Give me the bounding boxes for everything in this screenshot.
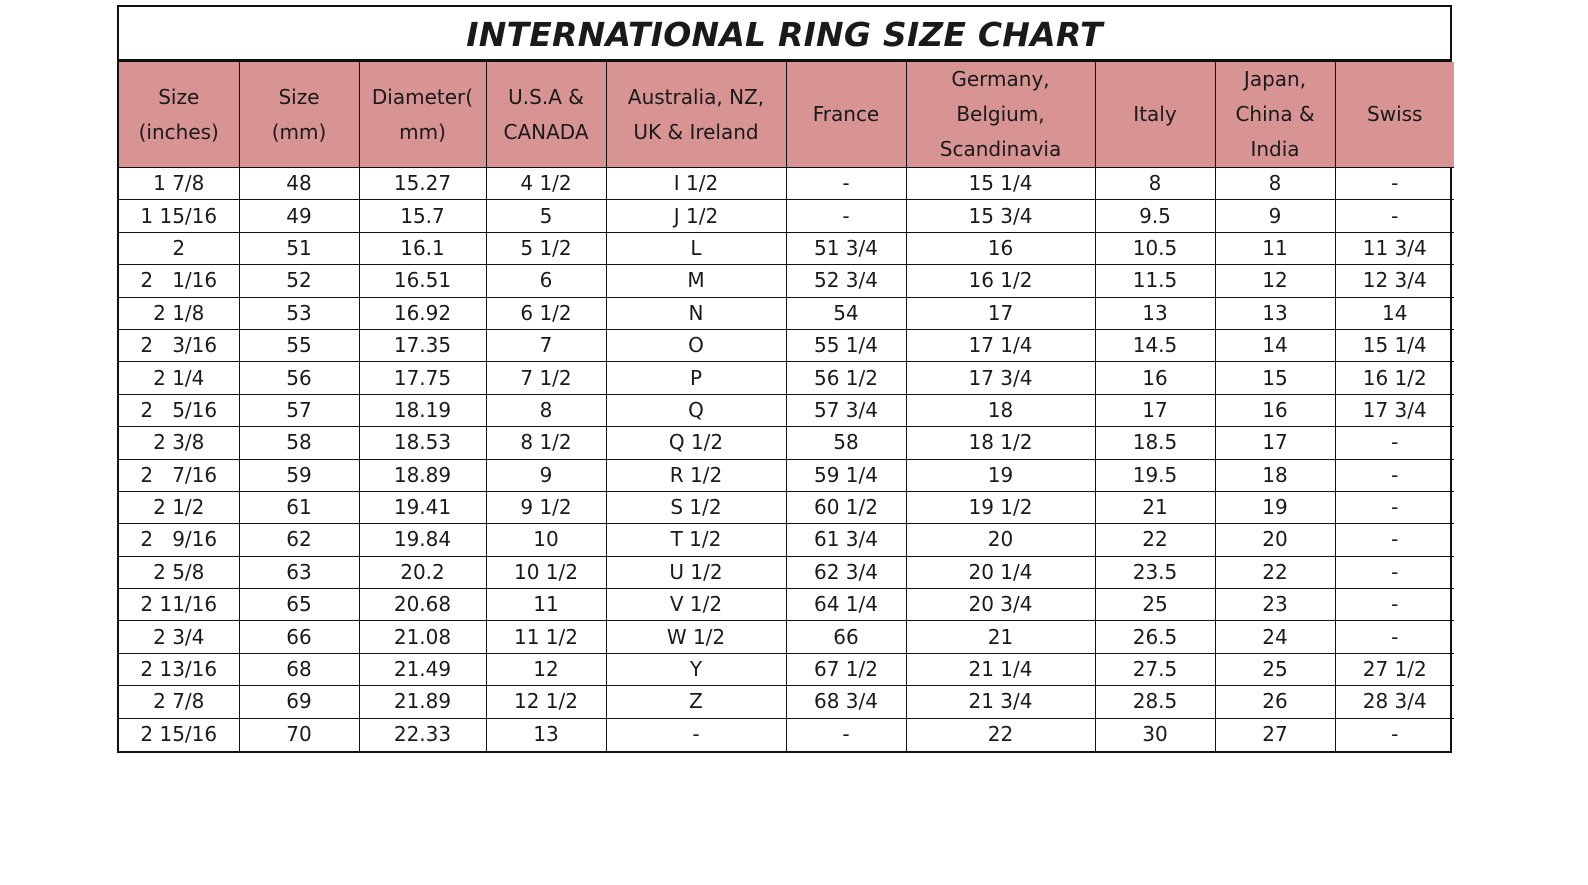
- table-cell: 69: [239, 686, 359, 718]
- table-row: [119, 265, 1454, 297]
- table-row: [119, 394, 1454, 426]
- table-cell: 1 15/16: [119, 200, 239, 232]
- column-header-line: France: [812, 102, 880, 126]
- column-header-line: Size: [278, 84, 320, 109]
- table-cell: 2 5/8: [119, 556, 239, 588]
- table-cell: 17 3/4: [906, 362, 1095, 394]
- table-cell: 2 5/16: [119, 394, 239, 426]
- table-cell: 22: [1095, 524, 1215, 556]
- table-cell: 15: [1215, 362, 1335, 394]
- table-row: [119, 362, 1454, 394]
- column-header: [786, 62, 906, 168]
- table-row: [119, 621, 1454, 653]
- chart-title: INTERNATIONAL RING SIZE CHART: [119, 7, 1450, 62]
- column-header-line: (inches): [138, 119, 219, 144]
- column-header: [119, 62, 239, 168]
- table-cell: 4 1/2: [486, 168, 606, 200]
- column-header-line: UK & Ireland: [633, 119, 759, 144]
- table-cell: 17 3/4: [1335, 394, 1454, 426]
- table-cell: 21.49: [359, 653, 486, 685]
- table-cell: 17: [906, 297, 1095, 329]
- table-row: [119, 168, 1454, 200]
- table-cell: 51 3/4: [786, 232, 906, 264]
- table-cell: 9 1/2: [486, 491, 606, 523]
- column-header-line: Diameter(: [371, 84, 474, 109]
- table-cell: 55: [239, 329, 359, 361]
- table-row: [119, 200, 1454, 232]
- table-cell: 2 3/16: [119, 329, 239, 361]
- table-row: [119, 653, 1454, 685]
- table-cell: 18: [906, 394, 1095, 426]
- table-cell: 8 1/2: [486, 427, 606, 459]
- table-cell: Q: [606, 394, 786, 426]
- table-cell: 15 1/4: [906, 168, 1095, 200]
- table-row: [119, 297, 1454, 329]
- table-cell: Z: [606, 686, 786, 718]
- table-cell: 13: [1095, 297, 1215, 329]
- table-cell: 2 3/8: [119, 427, 239, 459]
- table-cell: 54: [786, 297, 906, 329]
- column-header: [1215, 62, 1335, 168]
- table-cell: 19.5: [1095, 459, 1215, 491]
- table-cell: 18 1/2: [906, 427, 1095, 459]
- table-row: [119, 556, 1454, 588]
- table-cell: 12: [486, 653, 606, 685]
- table-cell: -: [1335, 200, 1454, 232]
- table-cell: 13: [1215, 297, 1335, 329]
- table-cell: 18: [1215, 459, 1335, 491]
- table-cell: 18.19: [359, 394, 486, 426]
- table-cell: 16: [1215, 394, 1335, 426]
- table-cell: 58: [786, 427, 906, 459]
- table-cell: 14: [1215, 329, 1335, 361]
- table-cell: 10 1/2: [486, 556, 606, 588]
- table-row: [119, 329, 1454, 361]
- table-row: [119, 427, 1454, 459]
- table-cell: 70: [239, 718, 359, 750]
- table-cell: 16: [1095, 362, 1215, 394]
- table-cell: 61 3/4: [786, 524, 906, 556]
- table-cell: 2 15/16: [119, 718, 239, 750]
- table-cell: 2 1/16: [119, 265, 239, 297]
- table-cell: -: [1335, 621, 1454, 653]
- ring-size-table: [119, 62, 1454, 751]
- table-cell: 26: [1215, 686, 1335, 718]
- table-cell: T 1/2: [606, 524, 786, 556]
- table-cell: 28 3/4: [1335, 686, 1454, 718]
- table-cell: M: [606, 265, 786, 297]
- table-cell: 17.75: [359, 362, 486, 394]
- table-cell: 8: [486, 394, 606, 426]
- table-cell: 17: [1215, 427, 1335, 459]
- table-cell: 17 1/4: [906, 329, 1095, 361]
- table-cell: 12: [1215, 265, 1335, 297]
- table-cell: 10.5: [1095, 232, 1215, 264]
- table-cell: 19 1/2: [906, 491, 1095, 523]
- column-header-line: Japan,: [1243, 67, 1307, 91]
- table-cell: -: [786, 718, 906, 750]
- table-cell: 12 1/2: [486, 686, 606, 718]
- table-cell: 55 1/4: [786, 329, 906, 361]
- table-cell: 25: [1095, 589, 1215, 621]
- table-cell: R 1/2: [606, 459, 786, 491]
- column-header: [1335, 62, 1454, 168]
- table-cell: Q 1/2: [606, 427, 786, 459]
- table-cell: 56: [239, 362, 359, 394]
- column-header-line: Germany,: [951, 67, 1050, 91]
- table-cell: 2 11/16: [119, 589, 239, 621]
- table-cell: 52 3/4: [786, 265, 906, 297]
- table-cell: -: [1335, 459, 1454, 491]
- table-cell: 6: [486, 265, 606, 297]
- table-cell: -: [1335, 589, 1454, 621]
- table-cell: 19.41: [359, 491, 486, 523]
- table-cell: 19: [906, 459, 1095, 491]
- table-cell: 18.5: [1095, 427, 1215, 459]
- table-cell: W 1/2: [606, 621, 786, 653]
- table-cell: 8: [1095, 168, 1215, 200]
- table-cell: 13: [486, 718, 606, 750]
- table-cell: 11 1/2: [486, 621, 606, 653]
- table-cell: 21 1/4: [906, 653, 1095, 685]
- table-cell: 18.89: [359, 459, 486, 491]
- table-cell: 49: [239, 200, 359, 232]
- table-row: [119, 232, 1454, 264]
- header-row: [119, 62, 1454, 168]
- table-cell: 51: [239, 232, 359, 264]
- table-cell: 2 7/16: [119, 459, 239, 491]
- table-cell: 11 3/4: [1335, 232, 1454, 264]
- table-cell: 20 1/4: [906, 556, 1095, 588]
- table-cell: U 1/2: [606, 556, 786, 588]
- column-header-line: Scandinavia: [939, 137, 1062, 161]
- table-cell: 2 9/16: [119, 524, 239, 556]
- table-cell: 20 3/4: [906, 589, 1095, 621]
- column-header-line: Belgium,: [956, 102, 1045, 126]
- column-header: [1095, 62, 1215, 168]
- table-cell: 27.5: [1095, 653, 1215, 685]
- table-cell: 52: [239, 265, 359, 297]
- table-cell: 21: [906, 621, 1095, 653]
- column-header-line: Australia, NZ,: [627, 84, 765, 109]
- column-header: [359, 62, 486, 168]
- table-cell: 64 1/4: [786, 589, 906, 621]
- table-cell: -: [786, 200, 906, 232]
- column-header-line: China &: [1235, 102, 1315, 126]
- table-cell: -: [1335, 718, 1454, 750]
- table-cell: 21: [1095, 491, 1215, 523]
- table-cell: 60 1/2: [786, 491, 906, 523]
- table-cell: 58: [239, 427, 359, 459]
- table-cell: L: [606, 232, 786, 264]
- table-cell: 18.53: [359, 427, 486, 459]
- column-header-line: mm): [399, 119, 446, 144]
- table-cell: 24: [1215, 621, 1335, 653]
- table-cell: 2: [119, 232, 239, 264]
- table-cell: 53: [239, 297, 359, 329]
- table-cell: 11.5: [1095, 265, 1215, 297]
- column-header: [486, 62, 606, 168]
- column-header: [906, 62, 1095, 168]
- column-header-line: Size: [158, 84, 200, 109]
- table-row: [119, 686, 1454, 718]
- table-cell: 27 1/2: [1335, 653, 1454, 685]
- table-cell: 2 13/16: [119, 653, 239, 685]
- table-cell: 15.27: [359, 168, 486, 200]
- table-cell: J 1/2: [606, 200, 786, 232]
- table-cell: 20.2: [359, 556, 486, 588]
- table-cell: 2 1/2: [119, 491, 239, 523]
- table-cell: 15 1/4: [1335, 329, 1454, 361]
- ring-size-chart: [117, 5, 1452, 753]
- table-cell: 57 3/4: [786, 394, 906, 426]
- column-header-line: Swiss: [1367, 102, 1423, 126]
- column-header-line: U.S.A &: [508, 84, 584, 109]
- table-cell: 68 3/4: [786, 686, 906, 718]
- column-header-line: CANADA: [503, 119, 589, 144]
- table-cell: 67 1/2: [786, 653, 906, 685]
- table-row: [119, 459, 1454, 491]
- table-row: [119, 589, 1454, 621]
- table-row: [119, 718, 1454, 750]
- table-cell: 20: [1215, 524, 1335, 556]
- table-cell: 63: [239, 556, 359, 588]
- table-cell: 20.68: [359, 589, 486, 621]
- table-cell: 14.5: [1095, 329, 1215, 361]
- table-cell: 22: [906, 718, 1095, 750]
- table-cell: 20: [906, 524, 1095, 556]
- table-cell: -: [1335, 491, 1454, 523]
- table-cell: -: [786, 168, 906, 200]
- table-cell: 8: [1215, 168, 1335, 200]
- table-cell: 1 7/8: [119, 168, 239, 200]
- table-cell: 10: [486, 524, 606, 556]
- table-cell: 68: [239, 653, 359, 685]
- table-cell: 61: [239, 491, 359, 523]
- table-cell: 62 3/4: [786, 556, 906, 588]
- column-header: [606, 62, 786, 168]
- table-cell: 65: [239, 589, 359, 621]
- table-cell: P: [606, 362, 786, 394]
- table-cell: -: [1335, 556, 1454, 588]
- table-cell: 9: [486, 459, 606, 491]
- table-cell: 59: [239, 459, 359, 491]
- table-cell: 22.33: [359, 718, 486, 750]
- table-cell: 16.51: [359, 265, 486, 297]
- table-cell: 17.35: [359, 329, 486, 361]
- table-cell: 66: [786, 621, 906, 653]
- column-header-line: Italy: [1133, 102, 1177, 126]
- table-cell: 5 1/2: [486, 232, 606, 264]
- table-cell: -: [1335, 524, 1454, 556]
- table-cell: -: [1335, 168, 1454, 200]
- table-cell: 21.89: [359, 686, 486, 718]
- table-cell: 23.5: [1095, 556, 1215, 588]
- table-cell: 16 1/2: [1335, 362, 1454, 394]
- table-cell: V 1/2: [606, 589, 786, 621]
- table-cell: 2 7/8: [119, 686, 239, 718]
- table-cell: 15 3/4: [906, 200, 1095, 232]
- table-cell: 19.84: [359, 524, 486, 556]
- table-cell: 2 1/8: [119, 297, 239, 329]
- table-cell: 16.92: [359, 297, 486, 329]
- table-cell: 9: [1215, 200, 1335, 232]
- table-cell: 11: [486, 589, 606, 621]
- table-cell: 2 1/4: [119, 362, 239, 394]
- table-cell: 6 1/2: [486, 297, 606, 329]
- table-cell: 16: [906, 232, 1095, 264]
- table-cell: 7 1/2: [486, 362, 606, 394]
- table-cell: 11: [1215, 232, 1335, 264]
- table-cell: 23: [1215, 589, 1335, 621]
- table-cell: 5: [486, 200, 606, 232]
- table-cell: 30: [1095, 718, 1215, 750]
- table-row: [119, 491, 1454, 523]
- table-cell: 57: [239, 394, 359, 426]
- table-body: [119, 168, 1454, 751]
- table-cell: 19: [1215, 491, 1335, 523]
- table-row: [119, 524, 1454, 556]
- table-cell: N: [606, 297, 786, 329]
- table-cell: 9.5: [1095, 200, 1215, 232]
- table-cell: 21.08: [359, 621, 486, 653]
- table-cell: 16.1: [359, 232, 486, 264]
- table-cell: 2 3/4: [119, 621, 239, 653]
- table-cell: 26.5: [1095, 621, 1215, 653]
- table-cell: Y: [606, 653, 786, 685]
- table-cell: 15.7: [359, 200, 486, 232]
- table-cell: I 1/2: [606, 168, 786, 200]
- column-header-line: (mm): [271, 119, 327, 144]
- table-cell: 66: [239, 621, 359, 653]
- table-cell: 12 3/4: [1335, 265, 1454, 297]
- table-cell: 62: [239, 524, 359, 556]
- table-cell: 48: [239, 168, 359, 200]
- table-cell: S 1/2: [606, 491, 786, 523]
- table-cell: O: [606, 329, 786, 361]
- table-cell: -: [1335, 427, 1454, 459]
- table-cell: 56 1/2: [786, 362, 906, 394]
- table-cell: 22: [1215, 556, 1335, 588]
- table-cell: 16 1/2: [906, 265, 1095, 297]
- column-header-line: India: [1250, 137, 1300, 161]
- table-cell: 25: [1215, 653, 1335, 685]
- table-cell: 28.5: [1095, 686, 1215, 718]
- table-cell: 27: [1215, 718, 1335, 750]
- table-cell: 59 1/4: [786, 459, 906, 491]
- table-cell: -: [606, 718, 786, 750]
- table-cell: 7: [486, 329, 606, 361]
- table-cell: 21 3/4: [906, 686, 1095, 718]
- column-header: [239, 62, 359, 168]
- table-cell: 14: [1335, 297, 1454, 329]
- table-cell: 17: [1095, 394, 1215, 426]
